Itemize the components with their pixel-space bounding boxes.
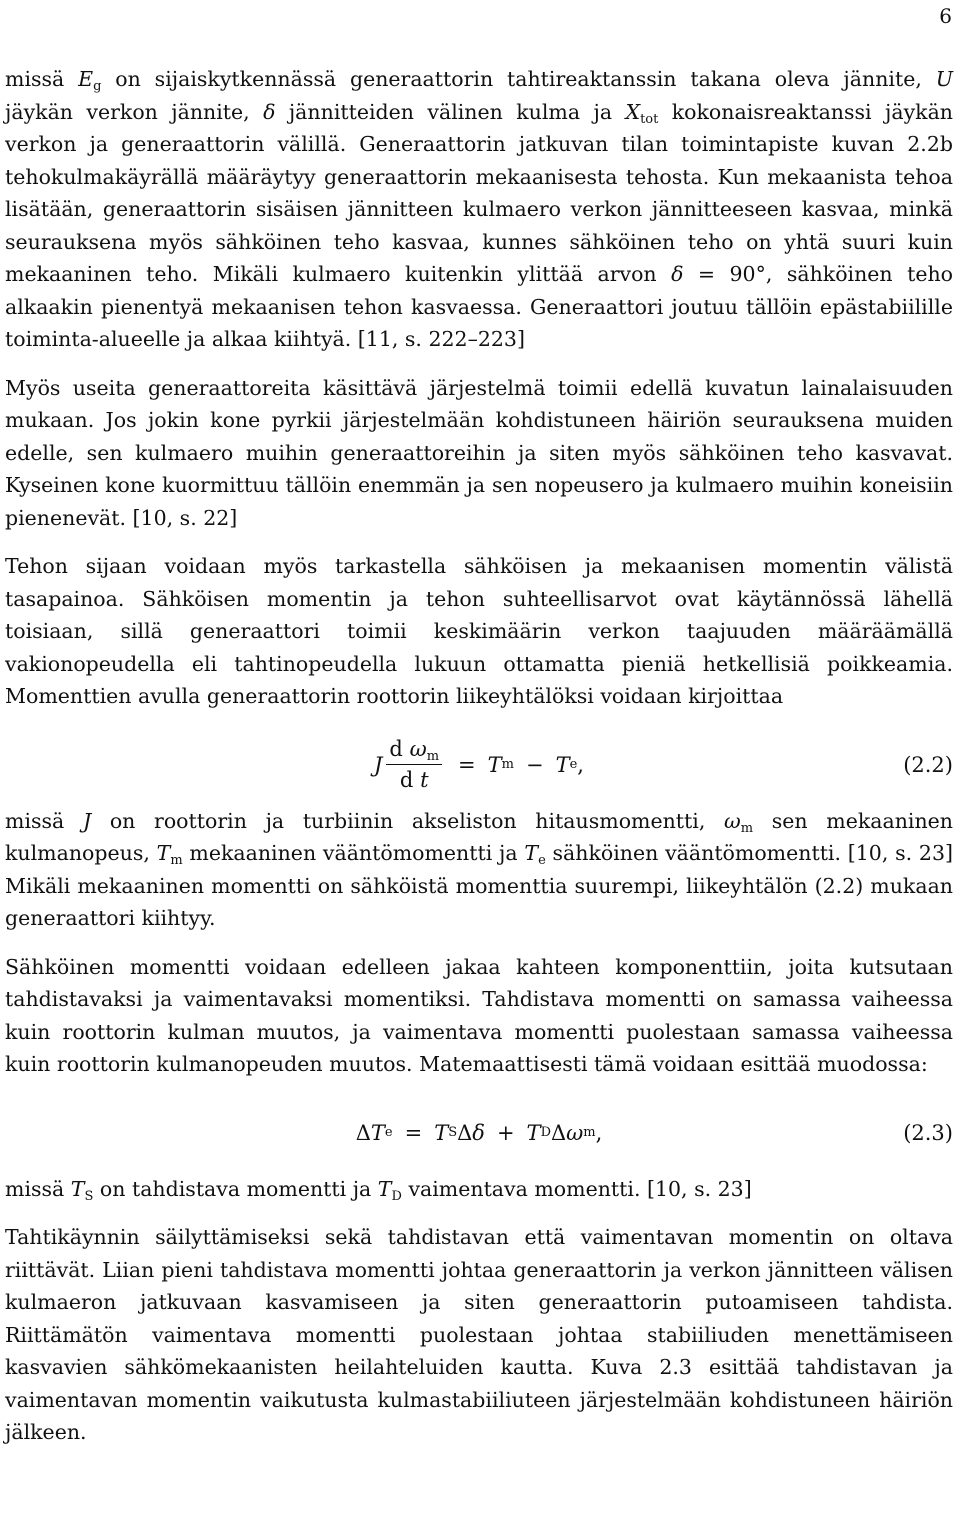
- text-run: = 90°, sähköinen teho alkaakin pienentyä mekaanisen tehon kasvaessa. Generaattori joutuu tällöin epästabiilille toiminta-alueelle ja alkaa kiihtyä. [11, s. 222–223]: [5, 262, 953, 351]
- symbol-letter: T: [70, 1176, 85, 1201]
- eq-symbol-j: J: [374, 752, 383, 777]
- symbol-td: [377, 1176, 402, 1204]
- symbol-te: [524, 841, 546, 868]
- symbol-u: U: [935, 67, 953, 91]
- symbol-letter: T: [377, 1176, 392, 1201]
- eq-equals: =: [458, 752, 476, 777]
- symbol-letter: E: [78, 67, 94, 91]
- symbol-tm: [156, 841, 183, 868]
- eq-minus: −: [525, 752, 544, 777]
- symbol-subscript: D: [391, 1188, 402, 1204]
- equation-number: (2.2): [903, 752, 953, 777]
- symbol-subscript: m: [170, 853, 183, 868]
- symbol-delta: δ: [671, 262, 684, 286]
- text-run: sen mekaaninen kulmanopeus,: [5, 808, 954, 865]
- paragraph-1: [5, 63, 953, 356]
- equation-number: (2.3): [903, 1120, 953, 1145]
- eq-denominator: [397, 765, 432, 792]
- symbol-subscript: m: [740, 820, 754, 836]
- text-run: kokonaisreaktanssi jäykän verkon ja generaattorin välillä. Generaattorin jatkuvan tilan toimintapiste kuvan 2.2b tehokulmakäyrällä määräytyy generaattorin mekaanisesta tehosta. Kun mekaanista tehoa lisätään, generaattorin sisäisen jännitteen kulmaero verkon jännitteeseen kasvaa, minkä seurauksena myös sähköinen teho kasvaa, kunnes sähköinen teho on yhtä suuri kuin mekaaninen teho. Mikäli kulmaero kuitenkin ylittää arvon: [5, 99, 954, 286]
- text-run: missä: [5, 808, 83, 833]
- text-run: vaimentava momentti. [10, s. 23]: [401, 1176, 752, 1201]
- symbol-letter: X: [625, 99, 641, 124]
- symbol-xtot: [625, 99, 659, 127]
- equation-2-3: Δ T e = T S Δ δ + T D Δ ω m , (2.3): [355, 1120, 953, 1145]
- symbol-subscript: S: [84, 1188, 94, 1204]
- eq-delta: Δ: [457, 1120, 473, 1145]
- eq-fraction: [386, 737, 442, 792]
- eq-subscript: m: [426, 749, 440, 764]
- eq-symbol-t: T: [434, 1120, 449, 1145]
- eq-symbol-t: T: [526, 1120, 541, 1145]
- paragraph-2: Myös useita generaattoreita käsittävä järjestelmä toimii edellä kuvatun lainalaisuuden mukaan. Jos jokin kone pyrkii järjestelmään kohdistuneen häiriön seurauksena muiden edelle, sen kulmaero muihin generaattoreihin ja siten myös sähköinen teho kasvavat. Kyseinen kone kuormittuu tällöin enemmän ja sen nopeusero ja kulmaero muihin koneisiin pienenevät. [10, s. 22]: [5, 375, 953, 530]
- eq-delta: Δ: [551, 1120, 567, 1145]
- eq-equals: =: [404, 1120, 423, 1145]
- text-run: on tahdistava momentti ja: [93, 1176, 378, 1201]
- symbol-omega-m: [724, 808, 754, 836]
- text-run: jännitteiden välinen kulma ja: [275, 99, 626, 124]
- eq-symbol-t: T: [370, 1120, 385, 1145]
- eq-comma: ,: [595, 1120, 603, 1145]
- text-run: on roottorin ja turbiinin akseliston hitausmomentti,: [91, 808, 725, 833]
- paragraph-3: Tehon sijaan voidaan myös tarkastella sähköisen ja mekaanisen momentin välistä tasapainoa. Sähköisen momentin ja tehon suhteellisarvot ovat käytännössä lähellä toisiaan, sillä generaattori toimii keskimäärin verkon taajuuden määräämällä vakionopeudella eli tahtinopeudella lukuun ottamatta pieniä hetkellisiä poikkeamia. Momenttien avulla generaattorin roottorin liikeyhtälöksi voidaan kirjoittaa: [5, 554, 953, 708]
- symbol-letter: ω: [724, 808, 741, 833]
- paragraph-7: Tahtikäynnin säilyttämiseksi sekä tahdistavan että vaimentavan momentin on oltava riittävät. Liian pieni tahdistava momentti johtaa generaattorin ja verkon jännitteen välisen kulmaeron jatkuvaan kasvamiseen ja siten generaattorin putoamiseen tahdista. Riittämätön vaimentava momentti puolestaan johtaa stabiiliuden menettämiseen kasvavien sähkömekaanisten heilahteluiden kautta. Kuva 2.3 esittää tahdistavan ja vaimentavan momentin vaikutusta kulmastabiiliuteen järjestelmään kohdistuneen häiriön jälkeen.: [5, 1225, 953, 1444]
- text-run: missä: [5, 67, 79, 91]
- symbol-eg: [78, 67, 102, 94]
- symbol-subscript: e: [538, 853, 546, 868]
- symbol-subscript: g: [93, 79, 102, 94]
- paragraph-5: Sähköinen momentti voidaan edelleen jakaa kahteen komponenttiin, joita kutsutaan tahdistavaksi ja vaimentavaksi momentiksi. Tahdistava momentti on samassa vaiheessa kuin roottorin kulman muutos, ja vaimentava momentti puolestaan samassa vaiheessa kuin roottorin kulmanopeuden muutos. Matemaattisesti tämä voidaan esittää muodossa:: [5, 954, 953, 1076]
- paragraph-4: [5, 805, 953, 935]
- text-run: on sijaiskytkennässä generaattorin tahtireaktanssin takana oleva jännite,: [101, 67, 936, 91]
- symbol-j: J: [82, 808, 92, 833]
- eq-d: d: [399, 768, 414, 792]
- text-run: mekaaninen vääntömomentti ja: [182, 841, 525, 865]
- eq-comma: ,: [577, 752, 584, 777]
- paragraph-6: [5, 1173, 953, 1206]
- equation-2-2: J $\frac{d \omega_m}{\text{d t}}$ = T m − T e , (2.2): [374, 737, 953, 792]
- eq-small-delta: δ: [472, 1120, 485, 1145]
- eq-symbol-t: T: [555, 752, 570, 777]
- text-run: missä: [5, 1176, 71, 1201]
- symbol-letter: T: [156, 841, 171, 865]
- symbol-letter: T: [524, 841, 539, 865]
- eq-numerator: [386, 737, 442, 765]
- symbol-ts: [70, 1176, 94, 1204]
- page-number: 6: [939, 4, 952, 28]
- eq-delta: Δ: [355, 1120, 371, 1145]
- eq-symbol-t: T: [487, 752, 502, 777]
- eq-t: t: [420, 768, 429, 792]
- symbol-subscript: tot: [640, 111, 659, 127]
- symbol-delta: δ: [263, 99, 276, 124]
- eq-d: d: [389, 737, 403, 761]
- eq-omega: ω: [566, 1120, 584, 1145]
- text-run: sähköinen vääntömomentti. [10, s. 23] Mikäli mekaaninen momentti on sähköistä momenttia suurempi, liikeyhtälön (2.2) mukaan generaattori kiihtyy.: [5, 841, 953, 930]
- page-body: [5, 63, 953, 1465]
- text-run: jäykän verkon jännite,: [5, 99, 264, 124]
- eq-omega: ω: [409, 737, 427, 761]
- eq-plus: +: [496, 1120, 515, 1145]
